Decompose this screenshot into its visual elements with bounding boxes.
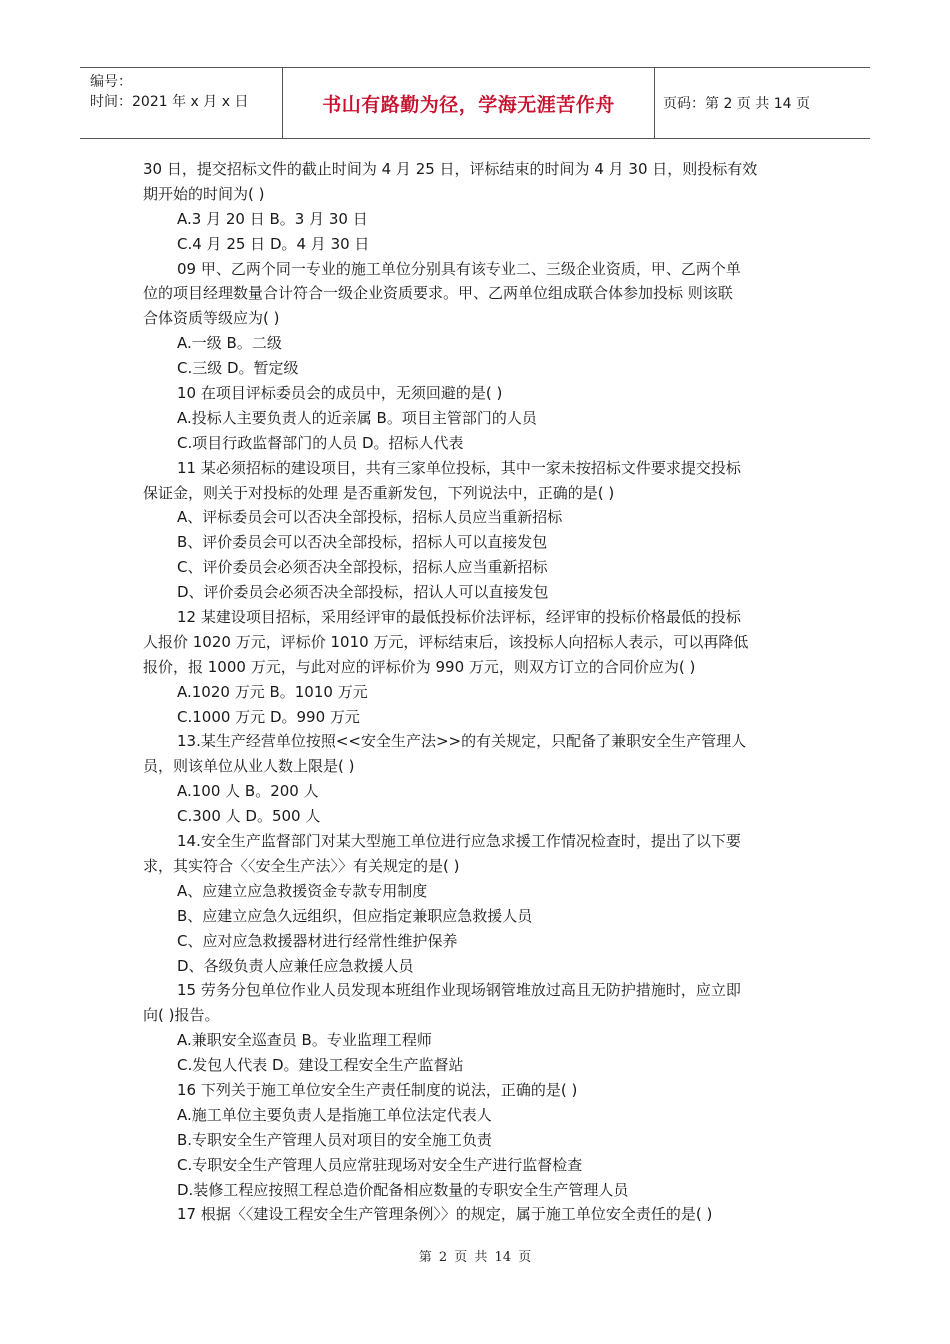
text-line: 17 根据〈〈建设工程安全生产管理条例〉〉的规定，属于施工单位安全责任的是( ) bbox=[177, 1205, 713, 1224]
text-line: D、评价委员会必须否决全部投标，招认人可以直接发包 bbox=[177, 583, 549, 602]
text-line: 员，则该单位从业人数上限是( ) bbox=[143, 757, 355, 776]
text-line: 11 某必须招标的建设项目，共有三家单位投标，其中一家未按招标文件要求提交投标 bbox=[177, 458, 741, 477]
text-line: C.1000 万元 D。990 万元 bbox=[177, 707, 360, 726]
text-line: B、评价委员会可以否决全部投标，招标人可以直接发包 bbox=[177, 533, 548, 552]
text-line: 15 劳务分包单位作业人员发现本班组作业现场钢管堆放过高且无防护措施时，应立即 bbox=[177, 981, 741, 1000]
text-line: A.一级 B。二级 bbox=[177, 334, 282, 353]
text-line: 人报价 1020 万元，评标价 1010 万元，评标结束后，该投标人向招标人表示，可以再降低 bbox=[143, 632, 749, 651]
page-label: 页码：第 2 页 共 14 页 bbox=[663, 96, 810, 112]
text-line: C.专职安全生产管理人员应常驻现场对安全生产进行监督检查 bbox=[177, 1155, 583, 1174]
text-line: C.300 人 D。500 人 bbox=[177, 807, 321, 826]
date-label: 时间：2021 年 x 月 x 日 bbox=[90, 94, 249, 110]
text-line: A.1020 万元 B。1010 万元 bbox=[177, 682, 368, 701]
text-line: A.3 月 20 日 B。3 月 30 日 bbox=[177, 209, 368, 228]
header-info-cell bbox=[80, 68, 283, 138]
page-header bbox=[80, 67, 870, 139]
text-line: 向( )报告。 bbox=[143, 1006, 220, 1025]
number-label: 编号： bbox=[90, 74, 132, 90]
text-line: B.专职安全生产管理人员对项目的安全施工负责 bbox=[177, 1130, 493, 1149]
text-line: A.100 人 B。200 人 bbox=[177, 782, 319, 801]
text-line: 保证金，则关于对投标的处理 是否重新发包，下列说法中，正确的是( ) bbox=[143, 483, 615, 502]
header-page-cell bbox=[655, 68, 870, 138]
text-line: 10 在项目评标委员会的成员中，无须回避的是( ) bbox=[177, 384, 503, 403]
text-line: 期开始的时间为( ) bbox=[143, 184, 265, 203]
text-line: 09 甲、乙两个同一专业的施工单位分别具有该专业二、三级企业资质，甲、乙两个单 bbox=[177, 259, 741, 278]
text-line: 位的项目经理数量合计符合一级企业资质要求。甲、乙两单位组成联合体参加投标 则该联 bbox=[143, 284, 733, 303]
document-body bbox=[143, 157, 809, 1227]
text-line: C、应对应急救援器材进行经常性维护保养 bbox=[177, 931, 458, 950]
text-line: C、评价委员会必须否决全部投标，招标人应当重新招标 bbox=[177, 558, 548, 577]
text-line: A.兼职安全巡查员 B。专业监理工程师 bbox=[177, 1031, 432, 1050]
text-line: D.装修工程应按照工程总造价配备相应数量的专职安全生产管理人员 bbox=[177, 1180, 629, 1199]
text-line: C.4 月 25 日 D。4 月 30 日 bbox=[177, 234, 370, 253]
text-line: 合体资质等级应为( ) bbox=[143, 309, 280, 328]
header-motto-cell bbox=[283, 68, 655, 138]
text-line: A.施工单位主要负责人是指施工单位法定代表人 bbox=[177, 1105, 492, 1124]
text-line: C.三级 D。暂定级 bbox=[177, 359, 299, 378]
text-line: A、评标委员会可以否决全部投标，招标人员应当重新招标 bbox=[177, 508, 563, 527]
text-line: 13.某生产经营单位按照<<安全生产法>>的有关规定，只配备了兼职安全生产管理人 bbox=[177, 732, 747, 751]
text-line: 30 日，提交招标文件的截止时间为 4 月 25 日，评标结束的时间为 4 月 30 日，则投标有效 bbox=[143, 160, 758, 178]
text-line: C.项目行政监督部门的人员 D。招标人代表 bbox=[177, 433, 464, 452]
text-line: 求，其实符合〈〈安全生产法〉〉有关规定的是( ) bbox=[143, 856, 460, 875]
text-line: 12 某建设项目招标，采用经评审的最低投标价法评标，经评审的投标价格最低的投标 bbox=[177, 608, 741, 627]
text-line: C.发包人代表 D。建设工程安全生产监督站 bbox=[177, 1056, 464, 1075]
text-line: D、各级负责人应兼任应急救援人员 bbox=[177, 956, 414, 975]
text-line: 报价，报 1000 万元，与此对应的评标价为 990 万元，则双方订立的合同价应为( ) bbox=[143, 657, 696, 676]
text-line: A、应建立应急救援资金专款专用制度 bbox=[177, 881, 428, 900]
page-footer: 第 2 页 共 14 页 bbox=[418, 1250, 532, 1265]
text-line: B、应建立应急久远组织，但应指定兼职应急救援人员 bbox=[177, 906, 533, 925]
text-line: 16 下列关于施工单位安全生产责任制度的说法，正确的是( ) bbox=[177, 1080, 578, 1099]
motto-text: 书山有路勤为径，学海无涯苦作舟 bbox=[322, 93, 615, 116]
text-line: A.投标人主要负责人的近亲属 B。项目主管部门的人员 bbox=[177, 408, 537, 427]
text-line: 14.安全生产监督部门对某大型施工单位进行应急求援工作情况检查时，提出了以下要 bbox=[177, 832, 741, 851]
